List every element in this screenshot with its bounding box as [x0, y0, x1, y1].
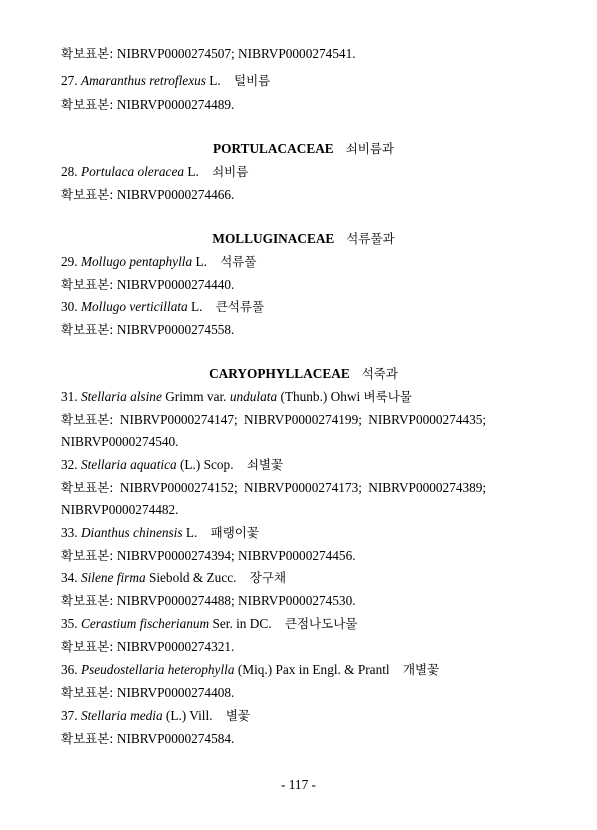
- specimen-label: 확보표본:: [61, 277, 114, 292]
- species-epithet: firma: [116, 570, 146, 585]
- entry-number: 28.: [61, 164, 78, 179]
- specimen-line: [61, 277, 234, 293]
- author-citation: L.: [187, 164, 199, 179]
- specimen-label: 확보표본:: [61, 97, 114, 112]
- species-epithet: aquatica: [130, 457, 177, 472]
- page-number: - 117 -: [281, 777, 316, 792]
- species-epithet: verticillata: [129, 299, 188, 314]
- species-epithet: chinensis: [133, 525, 183, 540]
- family-korean-name: 석류풀과: [346, 231, 395, 246]
- species-entry: [61, 662, 439, 678]
- family-name: MOLLUGINACEAE: [212, 231, 335, 246]
- species-entry: [61, 299, 264, 315]
- specimen-ids: NIBRVP0000274321.: [113, 639, 235, 654]
- genus-name: Stellaria: [80, 708, 127, 723]
- genus-name: Mollugo: [80, 254, 127, 269]
- specimen-continuation: [61, 502, 179, 518]
- family-korean-name: 석죽과: [361, 366, 398, 381]
- species-entry: [61, 708, 250, 724]
- author-citation: L.: [195, 254, 207, 269]
- family-heading: [0, 366, 597, 382]
- specimen-ids: NIBRVP0000274408.: [113, 685, 235, 700]
- specimen-ids: NIBRVP0000274558.: [113, 322, 235, 337]
- species-entry: [61, 254, 256, 270]
- species-entry: [61, 570, 286, 586]
- variety-epithet: undulata: [229, 389, 278, 404]
- genus-name: Dianthus: [80, 525, 130, 540]
- specimen-line: [61, 593, 356, 609]
- family-name: PORTULACACEAE: [212, 141, 334, 156]
- author-citation: (Miq.) Pax in Engl. & Prantl: [237, 662, 390, 677]
- entry-number: 34.: [61, 570, 78, 585]
- entry-number: 37.: [61, 708, 78, 723]
- korean-name: 벼룩나물: [363, 389, 412, 404]
- specimen-label: 확보표본:: [61, 412, 114, 427]
- specimen-ids: NIBRVP0000274540.: [61, 434, 179, 449]
- specimen-label: 확보표본:: [61, 480, 114, 495]
- author-citation: (L.) Vill.: [165, 708, 213, 723]
- entry-number: 33.: [61, 525, 78, 540]
- specimen-ids: NIBRVP0000274152; NIBRVP0000274173; NIBRVP0000274389;: [113, 480, 487, 495]
- genus-name: Stellaria: [80, 457, 127, 472]
- specimen-line: [61, 639, 234, 655]
- species-epithet: heterophylla: [167, 662, 235, 677]
- entry-number: 36.: [61, 662, 78, 677]
- specimen-ids: NIBRVP0000274440.: [113, 277, 235, 292]
- genus-name: Amaranthus: [80, 73, 146, 88]
- specimen-label: 확보표본:: [61, 731, 114, 746]
- specimen-line: [61, 46, 356, 62]
- specimen-line: [61, 480, 486, 496]
- korean-name: 털비름: [234, 73, 271, 88]
- family-heading: [0, 141, 597, 157]
- species-entry: [61, 73, 270, 89]
- genus-name: Pseudostellaria: [80, 662, 165, 677]
- specimen-line: [61, 322, 234, 338]
- genus-name: Mollugo: [80, 299, 127, 314]
- specimen-ids: NIBRVP0000274489.: [113, 97, 235, 112]
- species-entry: [61, 457, 283, 473]
- specimen-line: [61, 685, 234, 701]
- entry-number: 32.: [61, 457, 78, 472]
- author-citation: Grimm var.: [165, 389, 227, 404]
- genus-name: Portulaca: [80, 164, 135, 179]
- species-entry: [61, 525, 259, 541]
- entry-number: 27.: [61, 73, 78, 88]
- species-epithet: fischerianum: [139, 616, 210, 631]
- korean-name: 장구채: [249, 570, 287, 585]
- author-citation: (L.) Scop.: [179, 457, 234, 472]
- specimen-label: 확보표본:: [61, 548, 114, 563]
- korean-name: 석류풀: [220, 254, 257, 269]
- specimen-line: [61, 187, 234, 203]
- specimen-label: 확보표본:: [61, 46, 114, 61]
- family-name: CARYOPHYLLACEAE: [209, 366, 350, 381]
- korean-name: 큰점나도나물: [284, 616, 358, 631]
- korean-name: 개별꽃: [402, 662, 440, 677]
- specimen-label: 확보표본:: [61, 593, 114, 608]
- specimen-ids: NIBRVP0000274394; NIBRVP0000274456.: [113, 548, 356, 563]
- specimen-label: 확보표본:: [61, 322, 114, 337]
- korean-name: 쇠별꽃: [246, 457, 284, 472]
- entry-number: 29.: [61, 254, 78, 269]
- species-epithet: media: [130, 708, 163, 723]
- genus-name: Stellaria: [80, 389, 127, 404]
- specimen-continuation: [61, 434, 179, 450]
- entry-number: 31.: [61, 389, 78, 404]
- author-citation: L.: [191, 299, 203, 314]
- author-citation: L.: [185, 525, 198, 540]
- species-entry: [61, 164, 248, 180]
- species-entry: [61, 389, 412, 405]
- specimen-ids: NIBRVP0000274482.: [61, 502, 179, 517]
- specimen-ids: NIBRVP0000274584.: [113, 731, 235, 746]
- entry-number: 35.: [61, 616, 78, 631]
- species-epithet: oleracea: [137, 164, 184, 179]
- specimen-label: 확보표본:: [61, 639, 114, 654]
- specimen-ids: NIBRVP0000274488; NIBRVP0000274530.: [113, 593, 356, 608]
- genus-name: Silene: [80, 570, 114, 585]
- author-citation: L.: [209, 73, 221, 88]
- variety-author: (Thunb.) Ohwi: [280, 389, 361, 404]
- genus-name: Cerastium: [80, 616, 137, 631]
- specimen-label: 확보표본:: [61, 187, 114, 202]
- species-entry: [61, 616, 357, 632]
- korean-name: 패랭이꽃: [210, 525, 259, 540]
- author-citation: Ser. in DC.: [212, 616, 272, 631]
- korean-name: 큰석류풀: [215, 299, 265, 314]
- author-citation: Siebold & Zucc.: [148, 570, 237, 585]
- species-epithet: alsine: [130, 389, 162, 404]
- specimen-label: 확보표본:: [61, 685, 114, 700]
- specimen-ids: NIBRVP0000274147; NIBRVP0000274199; NIBRVP0000274435;: [113, 412, 487, 427]
- specimen-line: [61, 548, 356, 564]
- species-epithet: retroflexus: [149, 73, 206, 88]
- species-epithet: pentaphylla: [129, 254, 193, 269]
- family-heading: [0, 231, 597, 247]
- specimen-line: [61, 97, 234, 113]
- korean-name: 쇠비름: [212, 164, 249, 179]
- korean-name: 별꽃: [225, 708, 251, 723]
- entry-number: 30.: [61, 299, 78, 314]
- specimen-ids: NIBRVP0000274466.: [113, 187, 235, 202]
- specimen-line: [61, 412, 486, 428]
- specimen-ids: NIBRVP0000274507; NIBRVP0000274541.: [113, 46, 356, 61]
- specimen-line: [61, 731, 234, 747]
- family-korean-name: 쇠비름과: [345, 141, 394, 156]
